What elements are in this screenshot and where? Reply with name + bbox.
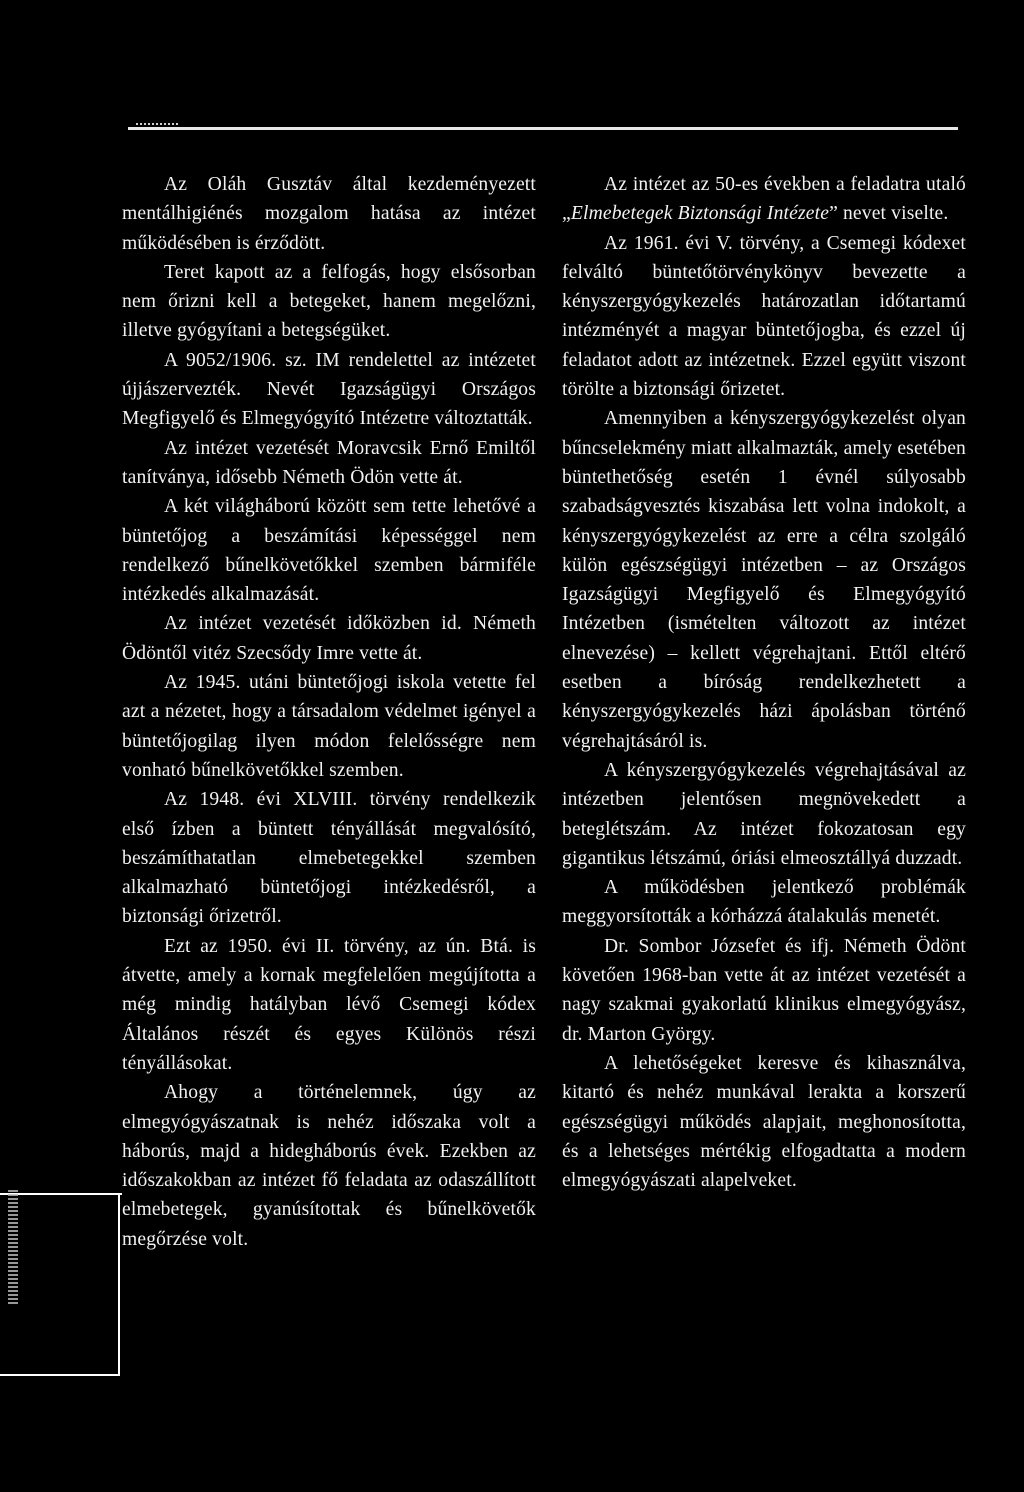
text-run: ” nevet viselte. bbox=[829, 203, 949, 225]
left-column bbox=[122, 170, 536, 1254]
paragraph bbox=[562, 170, 966, 229]
paragraph: A két világháború között sem tette lehetővé a büntetőjog a beszámítási képességgel nem rendelkező bűnelkövetőkkel szemben bármiféle intézkedés alkalmazását. bbox=[122, 496, 536, 606]
bracket-bottom-line bbox=[0, 1374, 120, 1376]
bracket-top-line bbox=[0, 1193, 122, 1195]
paragraph: Az 1948. évi XLVIII. törvény rendelkezik első ízben a büntett tényállását megvalósító, beszámíthatatlan elmebetegekkel szemben alkalmazható büntetőjogi intézkedésről, a biztonsági őrizetről. bbox=[122, 789, 536, 928]
paragraph: A működésben jelentkező problémák meggyorsították a kórházzá átalakulás menetét. bbox=[562, 877, 966, 928]
side-margin-mark bbox=[8, 1190, 18, 1305]
institute-name-italic: Elmebetegek Biztonsági Intézete bbox=[570, 203, 830, 225]
paragraph: A 9052/1906. sz. IM rendelettel az intézetet újjászervezték. Nevét Igazságügyi Országos Megfigyelő és Elmegyógyító Intézetre változtatták. bbox=[122, 349, 536, 430]
paragraph: Dr. Sombor Józsefet és ifj. Németh Ödönt követően 1968-ban vette át az intézet vezetését a nagy szakmai gyakorlatú klinikus elmegyógyász, dr. Marton György. bbox=[562, 935, 966, 1045]
paragraph: Teret kapott az a felfogás, hogy elsősorban nem őrizni kell a betegeket, hanem megelőzni, illetve gyógyítani a betegségüket. bbox=[122, 261, 536, 342]
paragraph: Az intézet vezetését időközben id. Németh Ödöntől vitéz Szecsődy Imre vette át. bbox=[122, 613, 536, 664]
bracket-vertical-line bbox=[118, 1193, 120, 1376]
paragraph: Ezt az 1950. évi II. törvény, az ún. Btá. is átvette, amely a kornak megfelelően megújította a még mindig hatályban lévő Csemegi kódex Általános részét és egyes Különös részi tényállásokat. bbox=[122, 935, 536, 1074]
text-run: Az intézet az 50-es években a feladatra utaló „ bbox=[562, 174, 966, 225]
paragraph: Amennyiben a kényszergyógykezelést olyan bűncselekmény miatt alkalmazták, amely esetében büntethetőség esetén 1 évnél súlyosabb szabadságvesztés kiszabása lett volna indokolt, a kényszergyógykezelést az erre a célra szolgáló külön egészségügyi intézetben – az Országos Igazságügyi Megfigyelő és Elmegyógyító Intézetben (ismételten változott az intézet elnevezése) – kellett végrehajtani. Ettől eltérő esetben a bíróság rendelkezhetett a kényszergyógykezelés házi ápolásban történő végrehajtásáról is. bbox=[562, 408, 966, 752]
right-column bbox=[562, 170, 966, 1195]
paragraph: A lehetőségeket keresve és kihasználva, kitartó és nehéz munkával lerakta a korszerű egészségügyi működés alapjait, meghonosította, és a lehetséges mértékig elfogadtatta a modern elmegyógyászati alapelveket. bbox=[562, 1052, 966, 1192]
paragraph: Az 1945. utáni büntetőjogi iskola vetette fel azt a nézetet, hogy a társadalom védelmet igényel a büntetőjogilag ilyen módon felelősségre nem vonható bűnelkövetőkkel szemben. bbox=[122, 672, 536, 781]
paragraph: Ahogy a történelemnek, úgy az elmegyógyászatnak is nehéz időszaka volt a háborús, majd a hidegháborús évek. Ezekben az időszakokban az intézet fő feladata az odaszállított elmebetegek, gyanúsítottak és bűnelkövetők megőrzése volt. bbox=[122, 1082, 536, 1250]
paragraph: Az Oláh Gusztáv által kezdeményezett mentálhigiénés mozgalom hatása az intézet működésében is érződött. bbox=[122, 174, 536, 254]
header-rule bbox=[128, 127, 958, 130]
paragraph: A kényszergyógykezelés végrehajtásával az intézetben jelentősen megnövekedett a beteglétszám. Az intézet fokozatosan egy gigantikus létszámú, óriási elmeosztállyá duzzadt. bbox=[562, 759, 966, 869]
paragraph: Az intézet vezetését Moravcsik Ernő Emiltől tanítványa, idősebb Németh Ödön vette át. bbox=[122, 437, 536, 488]
paragraph: Az 1961. évi V. törvény, a Csemegi kódexet felváltó büntetőtörvénykönyv bevezette a kényszergyógykezelés határozatlan időtartamú intézményét a magyar büntetőjogba, és ezzel új feladatot adott az intézetnek. Ezzel együtt viszont törölte a biztonsági őrizetet. bbox=[562, 232, 966, 401]
top-decoration bbox=[136, 123, 178, 125]
